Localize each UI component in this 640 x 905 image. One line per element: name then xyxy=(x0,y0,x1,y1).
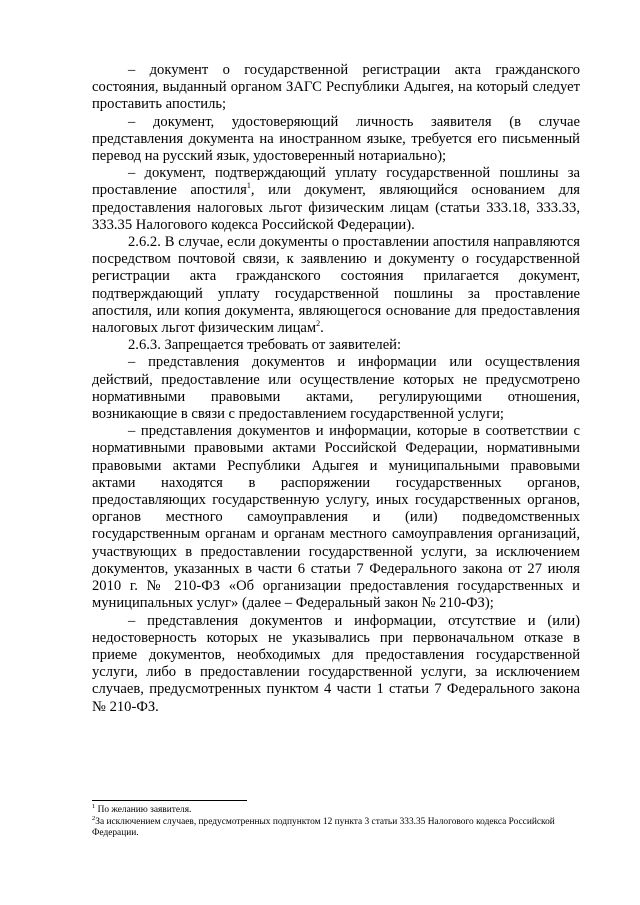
paragraph: 2.6.3. Запрещается требовать от заявителей: xyxy=(128,337,402,354)
footnote-ref[interactable]: 1 xyxy=(246,181,251,191)
footnote-ref[interactable]: 2 xyxy=(316,319,321,329)
paragraph: – документ, удостоверяющий личность заявителя (в случае представления документа на иностранном языке, требуется его письменный перевод на русский язык, удостоверенный нотариально); xyxy=(92,113,580,165)
footnote xyxy=(92,802,580,817)
paragraph-text: , или документ, являющийся основанием для предоставления налоговых льгот физическим лицам (статьи 333.18, 333.33, 333.35 Налогового кодекса Российской Федерации). xyxy=(92,182,581,233)
paragraph: – представления документов и информации, которые в соответствии с нормативными правовыми актами Российской Федерации, нормативными правовыми актами Республики Адыгея и муниципальными правовыми актами находятся в распоряжении государственных органов, предоставляющих государственную услугу, иных государственных органов, органов местного самоуправления и (или) подведомственных государственным органам и органам местного самоуправления организаций, участвующих в предоставлении государственной услуги, за исключением документов, указанных в части 6 статьи 7 Федерального закона от 27 июля 2010 г. № 210-ФЗ «Об организации предоставления государственных и муниципальных услуг» (далее – Федеральный закон № 210-ФЗ); xyxy=(92,423,580,612)
document-body xyxy=(92,62,580,716)
paragraph: – представления документов и информации, отсутствие и (или) недостоверность которых не указывались при первоначальном отказе в приеме документов, необходимых для предоставления государственной услуги, либо в предоставлении государственной услуги, за исключением случаев, предусмотренных пунктом 4 части 1 статьи 7 Федерального закона № 210-ФЗ. xyxy=(92,612,580,715)
footnote-divider xyxy=(92,800,247,801)
paragraph-text: . xyxy=(320,320,324,337)
footnote-text: По желанию заявителя. xyxy=(97,805,192,815)
paragraph xyxy=(92,234,580,337)
footnote-number: 2 xyxy=(92,814,96,822)
paragraph-text: – документ, подтверждающий уплату государственной пошлины за проставление апостиля xyxy=(92,165,580,199)
footnote-text: За исключением случаев, предусмотренных подпунктом 12 пункта 3 статьи 333.35 Налогового кодекса Российской Федерации. xyxy=(92,816,555,838)
footnote xyxy=(92,814,580,840)
paragraph xyxy=(92,165,580,234)
footnotes xyxy=(92,800,580,840)
paragraph: – представления документов и информации или осуществления действий, предоставление или осуществление которых не предусмотрено нормативными правовыми актами, регулирующими отношения, возникающие в связи с предоставлением государственной услуги; xyxy=(92,354,580,423)
paragraph: – документ о государственной регистрации акта гражданского состояния, выданный органом ЗАГС Республики Адыгея, на который следует проставить апостиль; xyxy=(92,62,580,113)
paragraph-text: 2.6.2. В случае, если документы о проставлении апостиля направляются посредством почтовой связи, к заявлению и документу о государственной регистрации акта гражданского состояния прилагается документ, подтверждающий уплату государственной пошлины за проставление апостиля, или копия документа, являющегося основание для предоставления налоговых льгот физическим лицам xyxy=(92,234,580,337)
footnote-number: 1 xyxy=(92,802,96,810)
